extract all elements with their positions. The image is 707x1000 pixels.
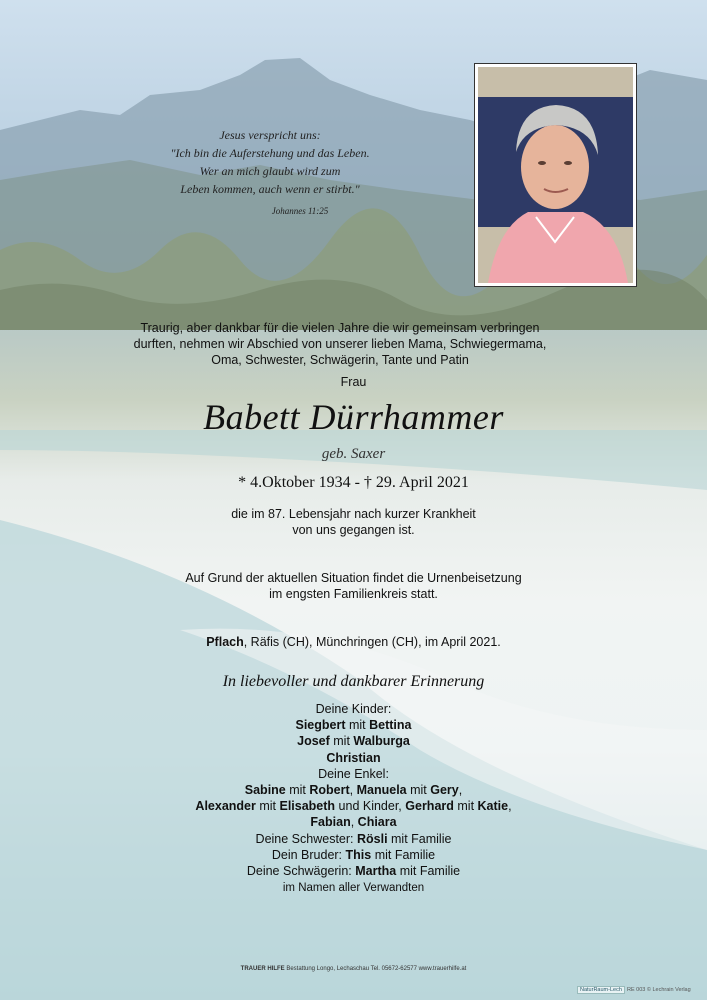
family-name: Josef (297, 734, 330, 749)
deceased-name: Babett Dürrhammer (203, 397, 504, 437)
verse-line: Leben kommen, auch wenn er stirbt." (180, 182, 360, 196)
verse-line: Wer an mich glaubt wird zum (199, 164, 341, 178)
connector: mit (406, 783, 431, 798)
life-dates: * 4.Oktober 1934 - † 29. April 2021 (238, 474, 469, 491)
footer-text: Bestattung Longo, Lechaschau Tel. 05672-62577 www.trauerhilfe.at (284, 966, 467, 972)
family-name: Manuela (356, 783, 407, 798)
family-name: Christian (326, 750, 381, 765)
naturraum-badge: NaturRaum-Lech (577, 986, 625, 994)
connector: mit (453, 799, 478, 814)
birth-name: geb. Saxer (321, 446, 386, 462)
connector: , (508, 799, 512, 814)
intro-line: Traurig, aber dankbar für die vielen Jahre die wir gemeinsam verbringen (140, 321, 540, 335)
place-date (0, 635, 707, 649)
place-rest: , Räfis (CH), Münchringen (CH), im April 2021. (243, 635, 501, 649)
note-line: Auf Grund der aktuellen Situation findet die Urnenbeisetzung (185, 571, 522, 585)
family-name: Bettina (369, 718, 412, 733)
connector: mit (329, 734, 354, 749)
family-name: Martha (355, 864, 397, 879)
intro-line: durften, nehmen wir Abschied von unserer lieben Mama, Schwiegermama, (133, 337, 547, 351)
family-name: Siegbert (295, 718, 346, 733)
place-main: Pflach (206, 635, 244, 649)
footer (0, 966, 707, 972)
connector: , (458, 783, 463, 798)
children-label: Deine Kinder: (315, 702, 392, 716)
note-line: von uns gegangen ist. (292, 523, 415, 537)
connector: mit Familie (387, 831, 452, 846)
intro-text (100, 320, 580, 368)
family-name: Robert (309, 783, 350, 798)
verse-line: "Ich bin die Auferstehung und das Leben. (170, 146, 370, 160)
relatives-line: im Namen aller Verwandten (282, 882, 425, 895)
family-name: Fabian (310, 815, 351, 830)
publisher-code: RE 003 © Lechrain Verlag (627, 987, 691, 993)
verse-reference: Johannes 11:25 (271, 206, 329, 216)
family-name: This (345, 847, 372, 862)
relation-label: Dein Bruder: (271, 847, 346, 862)
note-line: die im 87. Lebensjahr nach kurzer Krankheit (231, 507, 476, 521)
connector: mit (285, 783, 310, 798)
connector: , (350, 815, 358, 830)
connector: , (349, 783, 357, 798)
salutation: Frau (340, 375, 367, 389)
note-line: im engsten Familienkreis statt. (269, 587, 438, 601)
family-name: Gery (430, 783, 459, 798)
verse-intro: Jesus verspricht uns: (219, 128, 321, 142)
intro-line: Oma, Schwester, Schwägerin, Tante und Patin (211, 353, 469, 367)
family-name: Katie (477, 799, 509, 814)
funeral-note (0, 570, 707, 602)
family-name: Alexander (195, 799, 256, 814)
memory-line: In liebevoller und dankbarer Erinnerung (222, 673, 485, 690)
family-name: Sabine (244, 783, 286, 798)
grandchildren-label: Deine Enkel: (318, 766, 389, 781)
connector: mit (255, 799, 280, 814)
connector: mit Familie (371, 847, 436, 862)
connector: und Kinder, (335, 799, 406, 814)
family-name: Elisabeth (279, 799, 336, 814)
illness-note (0, 506, 707, 538)
portrait-image (478, 67, 633, 283)
family-list (0, 701, 707, 896)
bible-verse (150, 126, 390, 220)
relation-label: Deine Schwester: (255, 831, 357, 846)
footer-brand: TRAUER HILFE (240, 966, 285, 972)
family-name: Chiara (357, 815, 397, 830)
connector: mit Familie (396, 864, 461, 879)
portrait-photo (474, 63, 637, 287)
family-name: Rösli (356, 831, 388, 846)
family-name: Walburga (353, 734, 410, 749)
connector: mit (345, 718, 370, 733)
relation-label: Deine Schwägerin: (246, 864, 356, 879)
family-name: Gerhard (405, 799, 454, 814)
